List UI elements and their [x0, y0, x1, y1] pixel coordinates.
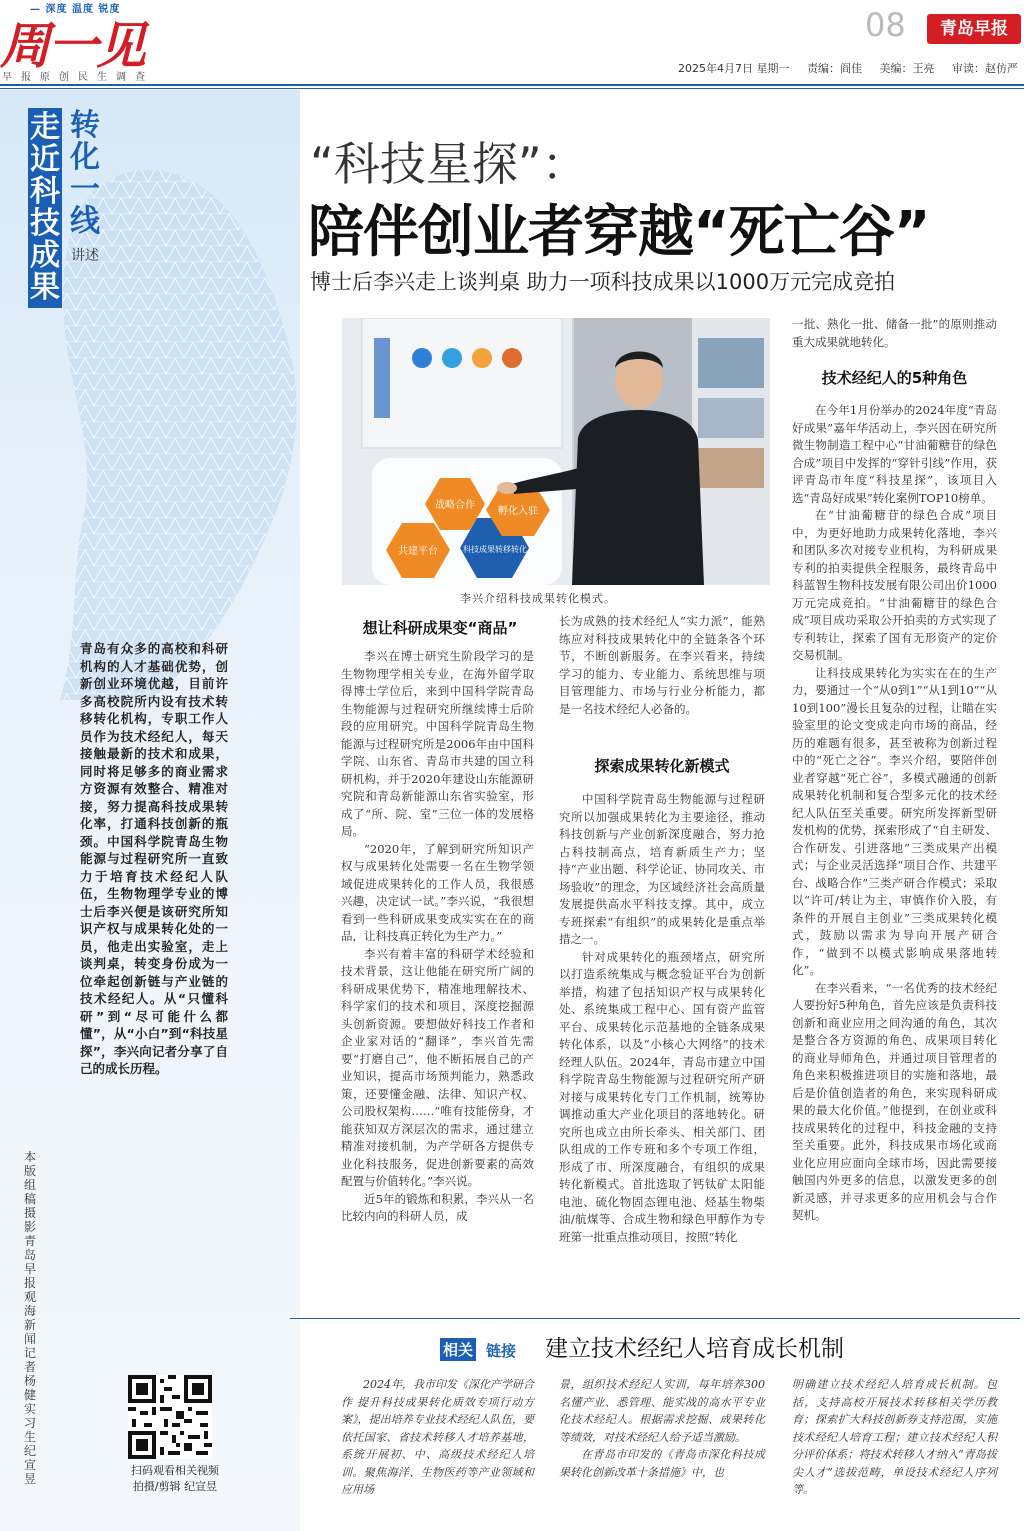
qr-caption [110, 1463, 240, 1495]
related-column-3 [792, 1376, 997, 1499]
article-photo [342, 318, 770, 585]
masthead-rule-thin [0, 88, 1024, 89]
designer-credit: 美编：王亮 [879, 62, 935, 75]
article-column-2-top [559, 613, 765, 718]
qr-caption-line2: 拍摄/剪辑 纪宣昱 [132, 1480, 218, 1493]
masthead-tagline: — 深度 温度 锐度 [30, 4, 121, 15]
section-heading-2: 探索成果转化新模式 [594, 757, 730, 775]
board-label-2: 共建平台 [398, 546, 438, 557]
paragraph: 李兴在博士研究生阶段学习的是生物物理学相关专业，在海外留学取得博士学位后，来到中国科学院青岛生物能源与过程研究所继续博士后阶段的应用研究。中国科学院青岛生物能源与过程研究所是2006年由中国科学院、山东省、青岛市共建的国立科研机构，并于2020年建设山东能源研究院和青岛新能源山东省实验室，形成了“所、院、室”三位一体的发展格局。 [341, 649, 534, 838]
paragraph: 明确建立技术经纪人培育成长机制。包括，支持高校开展技术转移相关学历教育；探索扩大科技创新券支持范围，实施技术经纪人培育工程；建立技术经纪人积分评价体系；将技术转移人才纳入“青岛拔尖人才”选拔范畴，单设技术经纪人序列等。 [792, 1378, 997, 1496]
related-title: 建立技术经纪人培育成长机制 [545, 1336, 844, 1362]
section-heading-3: 技术经纪人的5种角色 [821, 369, 968, 387]
article-column-3-top [792, 316, 997, 351]
paragraph: 2024年，我市印发《深化产学研合作 提升科技成果转化质效专项行动方案》，提出培养专业技术经纪人队伍，要依托国家、省技术转移人才培养基地，系统开展初、中、高级技术经纪人培训。聚焦海洋、生物医药等产业领域和应用场 [341, 1378, 534, 1496]
paragraph: 在“甘油葡糖苷的绿色合成”项目中，为更好地助力成果转化落地，李兴和团队多次对接专业机构，为科研成果专利的拍卖提供全程服务，最终青岛中科蓝智生物科技发展有限公司出价1000万元完成竞拍。“甘油葡糖苷的绿色合成”项目成功采取公开拍卖的方式实现了专利转让，探索了国有无形资产的定价交易机制。 [792, 508, 997, 662]
paragraph: 在李兴看来，“一名优秀的技术经纪人要扮好5种角色，首先应该是负责科技创新和商业应用之间沟通的角色，其次是整合各方资源的角色、成果项目转化的商业导师角色，并通过项目管理者的角色来积极推进项目的实施和落地，最后是价值创造者的角色，来实现科研成果的最大化价值。”他提到，在创业或科技成果转化的过程中，科技金融的支持至关重要。此外，科技成果市场化或商业化应用应面向全球市场，因此需要接触国内外更多的信息，以激发更多的创新灵感，并寻求更多的应用机会与合作契机。 [792, 980, 997, 1222]
paragraph: 在青岛市印发的《青岛市深化科技成果转化创新改革十条措施》中，也 [559, 1448, 765, 1479]
column-series-subtitle: 转化一线 [70, 108, 100, 239]
proofreader-credit: 审读：赵仿严 [952, 62, 1018, 75]
brand-logo: 周一见 [0, 17, 144, 75]
paragraph: 景，组织技术经纪人实训，每年培养300名懂产业、悉管理、能实战的高水平专业化技术经纪人。根据需求挖掘、成果转化等绩效，对技术经纪人给予适当激励。 [559, 1378, 765, 1444]
paragraph: “2020年，了解到研究所知识产权与成果转化处需要一名在生物学领域促进成果转化的工作人员，我很感兴趣，决定试一试。”李兴说，“我很想看到一些科研成果变成实实在在的商品，让科技真正转化为生产力。” [341, 841, 534, 943]
related-column-2 [559, 1376, 765, 1481]
related-column-1 [341, 1376, 534, 1499]
article-column-1 [341, 648, 534, 1226]
board-label-3: 科技成果转移转化 [463, 545, 527, 554]
paragraph: 在今年1月份举办的2024年度“青岛好成果”嘉年华活动上，李兴因在研究所微生物制造工程中心“甘油葡糖苷的绿色合成”项目中发挥的“穿针引线”作用，获评青岛市年度“科技星探”，该项目入选“青岛好成果”转化案例TOP10榜单。 [792, 403, 997, 505]
paragraph: 让科技成果转化为实实在在的生产力，要通过一个“从0到1”“从1到10”“从10到100”漫长且复杂的过程，让瞄在实验室里的论文变成走向市场的商品，经历的难题有很多，甚至被称为创新过程中的“死亡之谷”。李兴介绍，要陪伴创业者穿越“死亡谷”，多模式融通的创新成果转化机制和复合型多元化的技术经纪人队伍至关重要。研究所发挥新型研发机构的优势，探索形成了“自主研发、合作研发、引进落地”三类成果产出模式；与企业灵活选择“项目合作、共建平台、战略合作”三类产研合作模式；采取以“许可/转让为主，审慎作价入股，有条件的开展自主创业”三类成果转化模式，鼓励以需求为导向开展产研合作，“做到不以模式影响成果落地转化”。 [792, 665, 997, 977]
related-tag: 相关 [440, 1338, 476, 1361]
editor-credit: 责编：阎佳 [807, 62, 862, 75]
paragraph: 长为成熟的技术经纪人“实力派”，能熟练应对科技成果转化中的全链条各个环节，不断创新服务。在李兴看来，持续学习的能力、专业能力、系统思维与项目管理能力、市场与行业分析能力，都是一名技术经纪人必备的。 [559, 614, 765, 716]
related-tag-link: 链接 [486, 1342, 517, 1360]
photo-caption: 李兴介绍科技成果转化模式。 [460, 592, 616, 605]
masthead-rule [0, 84, 1024, 86]
paragraph: 中国科学院青岛生物能源与过程研究所以加强成果转化为主要途径，推动科技创新与产业创新深度融合，努力抢占科技制高点，培育新质生产力；坚持“产业出题、科学论证、协同攻关、市场验收”的理念，为区域经济社会高质量发展提供高水平科技支撑。其中，成立专班探索“有组织”的成果转化是重点举措之一。 [559, 792, 765, 946]
article-intro: 青岛有众多的高校和科研机构的人才基础优势，创新创业环境优越，目前许多高校院所内设有技术转移转化机构，专职工作人员作为技术经纪人，每天接触最新的技术和成果，同时将足够多的商业需求方资源有效整合、精准对接，努力提高科技成果转化率，打通科技创新的瓶颈。中国科学院青岛生物能源与过程研究所一直致力于培育技术经纪人队伍，生物物理学专业的博士后李兴便是该研究所知识产权与成果转化处的一员，他走出实验室，走上谈判桌，转变身份成为一位牵起创新链与产业链的技术经纪人。从“只懂科研”到“尽可能什么都懂”，从“小白”到“科技星探”，李兴向记者分享了自己的成长历程。 [80, 641, 228, 1076]
paragraph: 一批、熟化一批、储备一批”的原则推动重大成果就地转化。 [792, 317, 997, 349]
qr-caption-line1: 扫码观看相关视频 [131, 1464, 219, 1477]
column-narrate-label: 讲述 [71, 248, 99, 264]
qr-code-icon[interactable] [128, 1375, 212, 1459]
paper-logo: 青岛早报 [927, 14, 1021, 44]
paragraph: 针对成果转化的瓶颈堵点，研究所以打造系统集成与概念验证平台为创新举措，构建了包括知识产权与成果转化处、系统集成工程中心、国有资产监管平台、成果转化示范基地的全链条成果转化体系，以及“小核心大网络”的技术经理人队伍。2024年，青岛市建立中国科学院青岛生物能源与过程研究所产研对接与成果转化专门工作机制，统筹协调推动重大产业化项目的落地转化。研究所也成立由所长牵头、相关部门、团队组成的工作专班和多个专项工作组，形成了市、所深度融合，有组织的成果转化新模式。首批选取了钙钛矿太阳能电池、硫化物固态锂电池、烃基生物柴油/航煤等、合成生物和绿色甲醇作为专班第一批重点推动项目，按照“转化 [559, 949, 765, 1244]
board-label-1: 战略合作 [435, 500, 475, 511]
headline-subtitle: 博士后李兴走上谈判桌 助力一项科技成果以1000万元完成竞拍 [310, 270, 896, 294]
brand-subtitle: 早报原创民生调查 [2, 72, 154, 83]
paragraph: 近5年的锻炼和积累，李兴从一名比较内向的科研人员，成 [341, 1191, 534, 1223]
issue-meta [678, 60, 1024, 76]
photo-credit: 本版组稿摄影 青岛早报观海新闻记者 杨健 实习生 纪宣昱 [24, 1150, 37, 1486]
column-series-title: 走近科技成果 [28, 108, 62, 308]
headline-kicker: “科技星探”： [310, 137, 588, 191]
related-divider [290, 1318, 1020, 1319]
article-column-2 [559, 791, 765, 1246]
article-column-3 [792, 402, 997, 1225]
section-heading-1: 想让科研成果变“商品” [362, 619, 518, 637]
headline-title: 陪伴创业者穿越“死亡谷” [308, 200, 930, 265]
page-number: 08 [865, 6, 906, 44]
paragraph: 李兴有着丰富的科研学术经验和技术背景，这让他能在研究所广阔的科研成果优势下，精准地理解技术、科学家们的技术和项目，深度挖掘源头创新资源。要想做好科技工作者和企业家对话的“翻译”，李兴首先需要“打磨自己”，他不断拓展自己的产业知识，提高市场预判能力，熟悉政策，还要懂金融、法律、知识产权、公司股权架构……“唯有技能傍身，才能获知双方深层次的需求，通过建立精准对接机制，为产学研各方提供专业化科技服务，促进创新要素的高效配置与价值转化。”李兴说。 [341, 946, 534, 1188]
board-label-4: 孵化入驻 [498, 506, 538, 517]
issue-date: 2025年4月7日 星期一 [678, 62, 790, 75]
